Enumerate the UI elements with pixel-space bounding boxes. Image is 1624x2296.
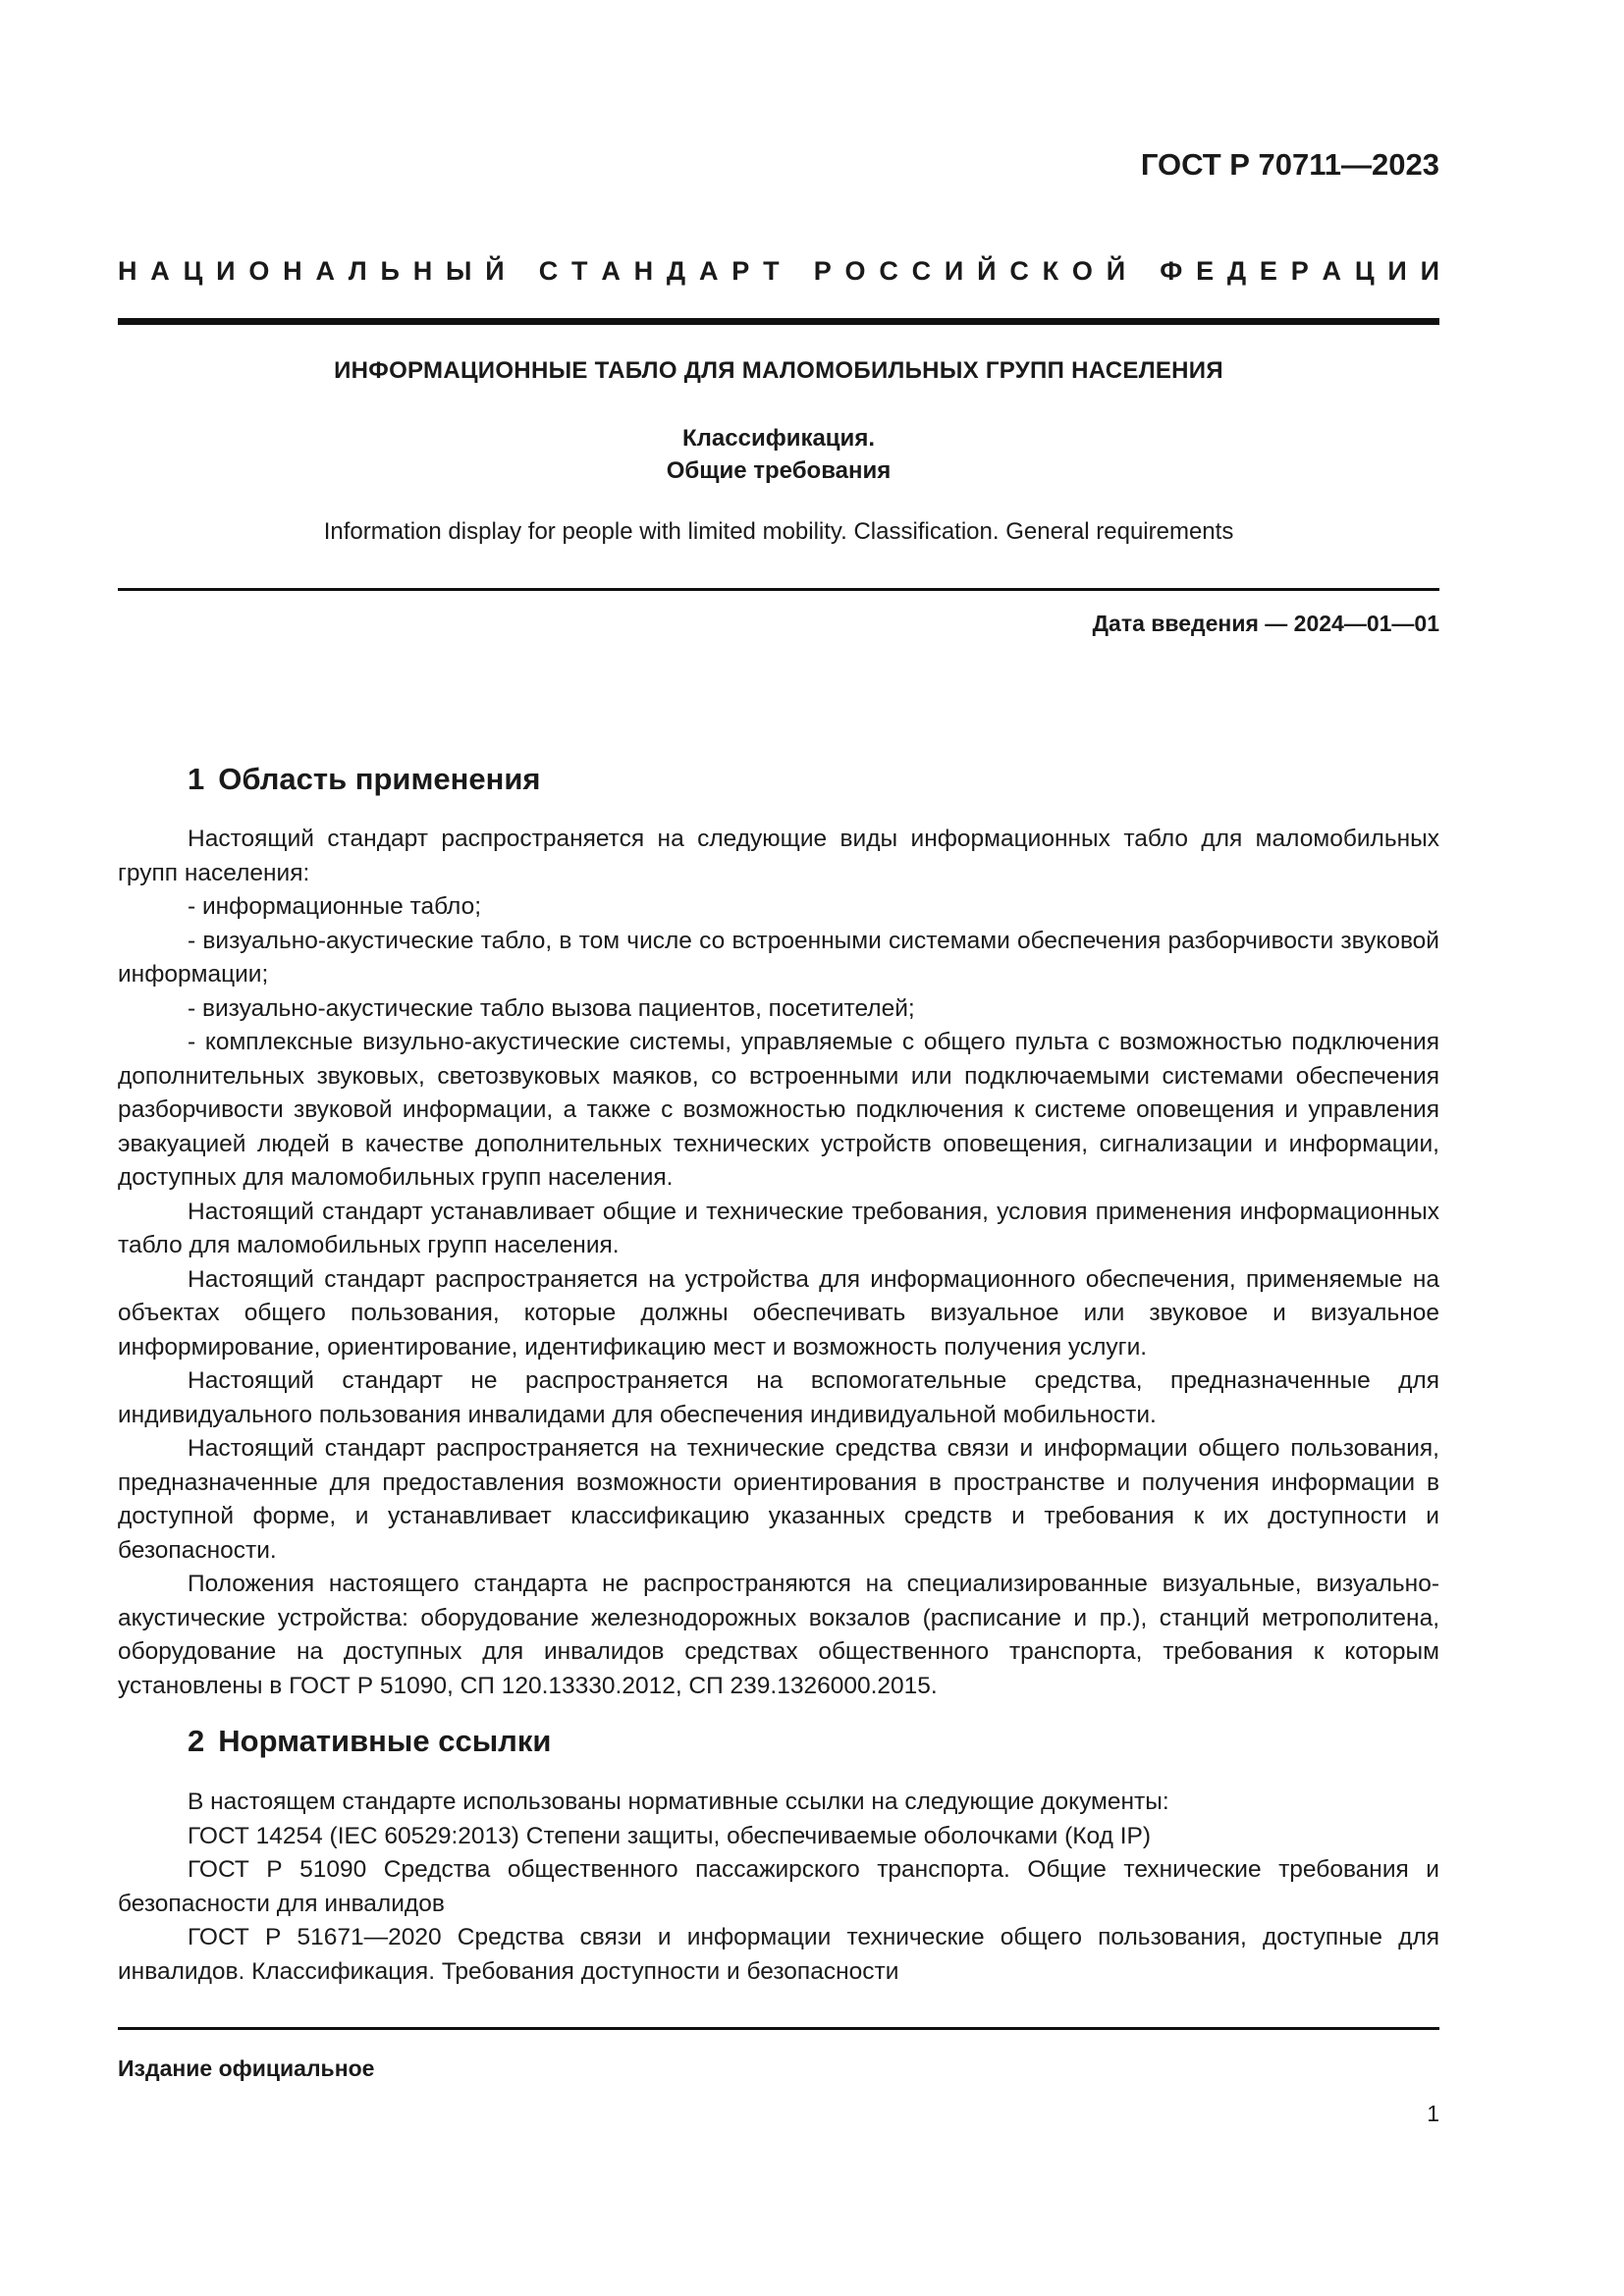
title-letter: Ц [1354,256,1375,286]
title-letter: А [1322,256,1342,286]
footer-divider [118,2027,1439,2030]
section-2-body [118,1786,1439,1989]
title-letter: А [315,256,335,286]
title-letter: Р [1290,256,1309,286]
title-letter: И [216,256,236,286]
title-letter: И [944,256,964,286]
title-letter: Т [763,256,780,286]
english-title: Information display for people with limited mobility. Classification. General requirements [323,518,1234,545]
standard-number: ГОСТ Р 70711—2023 [1140,147,1439,182]
national-standard-title [118,256,1439,287]
title-space [1139,256,1147,287]
title-letter: К [1042,256,1059,286]
paragraph: В настоящем стандарте использованы нормативные ссылки на следующие документы: [188,1789,1169,1815]
title-letter: Н [283,256,302,286]
introduction-date: Дата введения — 2024—01—01 [1092,611,1439,636]
title-space [517,256,525,287]
reference-item: ГОСТ 14254 (IEC 60529:2013) Степени защиты, обеспечиваемые оболочками (Код IP) [188,1822,1152,1849]
title-letter: С [538,256,559,286]
title-letter: И [1387,256,1407,286]
document-subtitle [118,422,1439,487]
paragraph: Настоящий стандарт распространяется на технические средства связи и информации общего пользования, предназначенные для предоставления возможности ориентирования в пространстве и получения информации в доступной форме, и устанавливает классификацию указанных средств и требования к их доступности и безопасности. [118,1435,1439,1564]
official-edition-label: Издание официальное [118,2056,375,2081]
title-divider [118,588,1439,591]
section-1-title: Область применения [218,762,541,796]
title-letter: Е [1259,256,1277,286]
section-2-number: 2 [188,1724,205,1758]
paragraph: Положения настоящего стандарта не распространяются на специализированные визуальные, визуально-акустические устройства: оборудование железнодорожных вокзалов (расписание и пр.), станций метрополитена, оборудование на доступных для инвалидов средствах общественного транспорта, требования к которым установлены в ГОСТ Р 51090, СП 120.13330.2012, СП 239.1326000.2015. [118,1571,1439,1699]
title-letter: Н [633,256,654,286]
title-letter: Ь [380,256,400,286]
list-item: - комплексные визульно-акустические системы, управляемые с общего пульта с возможностью подключения дополнительных звуковых, светозвуковых маяков, со встроенными или подключаемыми системами обеспечения разборчивости звуковой информации, а также с возможностью подключения к системе оповещения и управления эвакуацией людей в качестве дополнительных технических устройств оповещения, сигнализации и информации, доступных для маломобильных групп населения. [118,1029,1439,1191]
title-letter: Й [1106,256,1126,286]
title-letter: Т [571,256,588,286]
title-letter: Л [348,256,367,286]
document-title: ИНФОРМАЦИОННЫЕ ТАБЛО ДЛЯ МАЛОМОБИЛЬНЫХ ГРУПП НАСЕЛЕНИЯ [334,357,1223,384]
title-letter: Ц [183,256,203,286]
section-1-body [118,823,1439,1703]
title-letter: Е [1196,256,1215,286]
title-letter: О [1071,256,1093,286]
title-letter: Й [977,256,997,286]
title-letter: Й [485,256,505,286]
title-letter: Ф [1160,256,1183,286]
title-letter: О [248,256,270,286]
title-letter: А [150,256,170,286]
paragraph: Настоящий стандарт не распространяется на вспомогательные средства, предназначенные для индивидуального пользования инвалидами для обеспечения индивидуальной мобильности. [118,1367,1439,1428]
title-letter: С [1009,256,1029,286]
title-letter: Д [1226,256,1247,286]
page-number: 1 [1427,2101,1439,2126]
title-letter: А [601,256,621,286]
title-letter: Ы [445,256,472,286]
section-1-number: 1 [188,762,205,796]
title-letter: И [1420,256,1439,286]
title-letter: С [911,256,932,286]
list-item: - визуально-акустические табло вызова пациентов, посетителей; [188,994,915,1022]
title-letter: Р [813,256,832,286]
title-letter: С [879,256,898,286]
title-letter: Н [412,256,433,286]
paragraph: Настоящий стандарт устанавливает общие и технические требования, условия применения информационных табло для маломобильных групп населения. [118,1198,1439,1258]
header-divider [118,318,1439,325]
subtitle-line-1: Классификация. [682,425,875,452]
document-page [118,0,1439,2296]
reference-item: ГОСТ Р 51090 Средства общественного пассажирского транспорта. Общие технические требования и безопасности для инвалидов [118,1856,1439,1917]
title-letter: Р [731,256,750,286]
list-item: - информационные табло; [188,893,482,920]
list-item: - визуально-акустические табло, в том числе со встроенными системами обеспечения разборчивости звуковой информации; [118,927,1439,988]
title-letter: Д [666,256,686,286]
title-letter: О [844,256,866,286]
reference-item: ГОСТ Р 51671—2020 Средства связи и информации технические общего пользования, доступные для инвалидов. Классификация. Требования доступности и безопасности [118,1924,1439,1985]
paragraph: Настоящий стандарт распространяется на устройства для информационного обеспечения, применяемые на объектах общего пользования, которые должны обеспечивать визуальное или звуковое и визуальное информирование, ориентирование, идентификацию мест и возможность получения услуги. [118,1265,1439,1361]
paragraph: Настоящий стандарт распространяется на следующие виды информационных табло для маломобильных групп населения: [118,826,1439,886]
title-space [792,256,800,287]
section-1-heading [188,762,541,797]
title-letter: Н [118,256,137,286]
title-letter: А [698,256,719,286]
section-2-heading [188,1724,551,1759]
section-2-title: Нормативные ссылки [218,1724,552,1758]
subtitle-line-2: Общие требования [666,457,892,484]
